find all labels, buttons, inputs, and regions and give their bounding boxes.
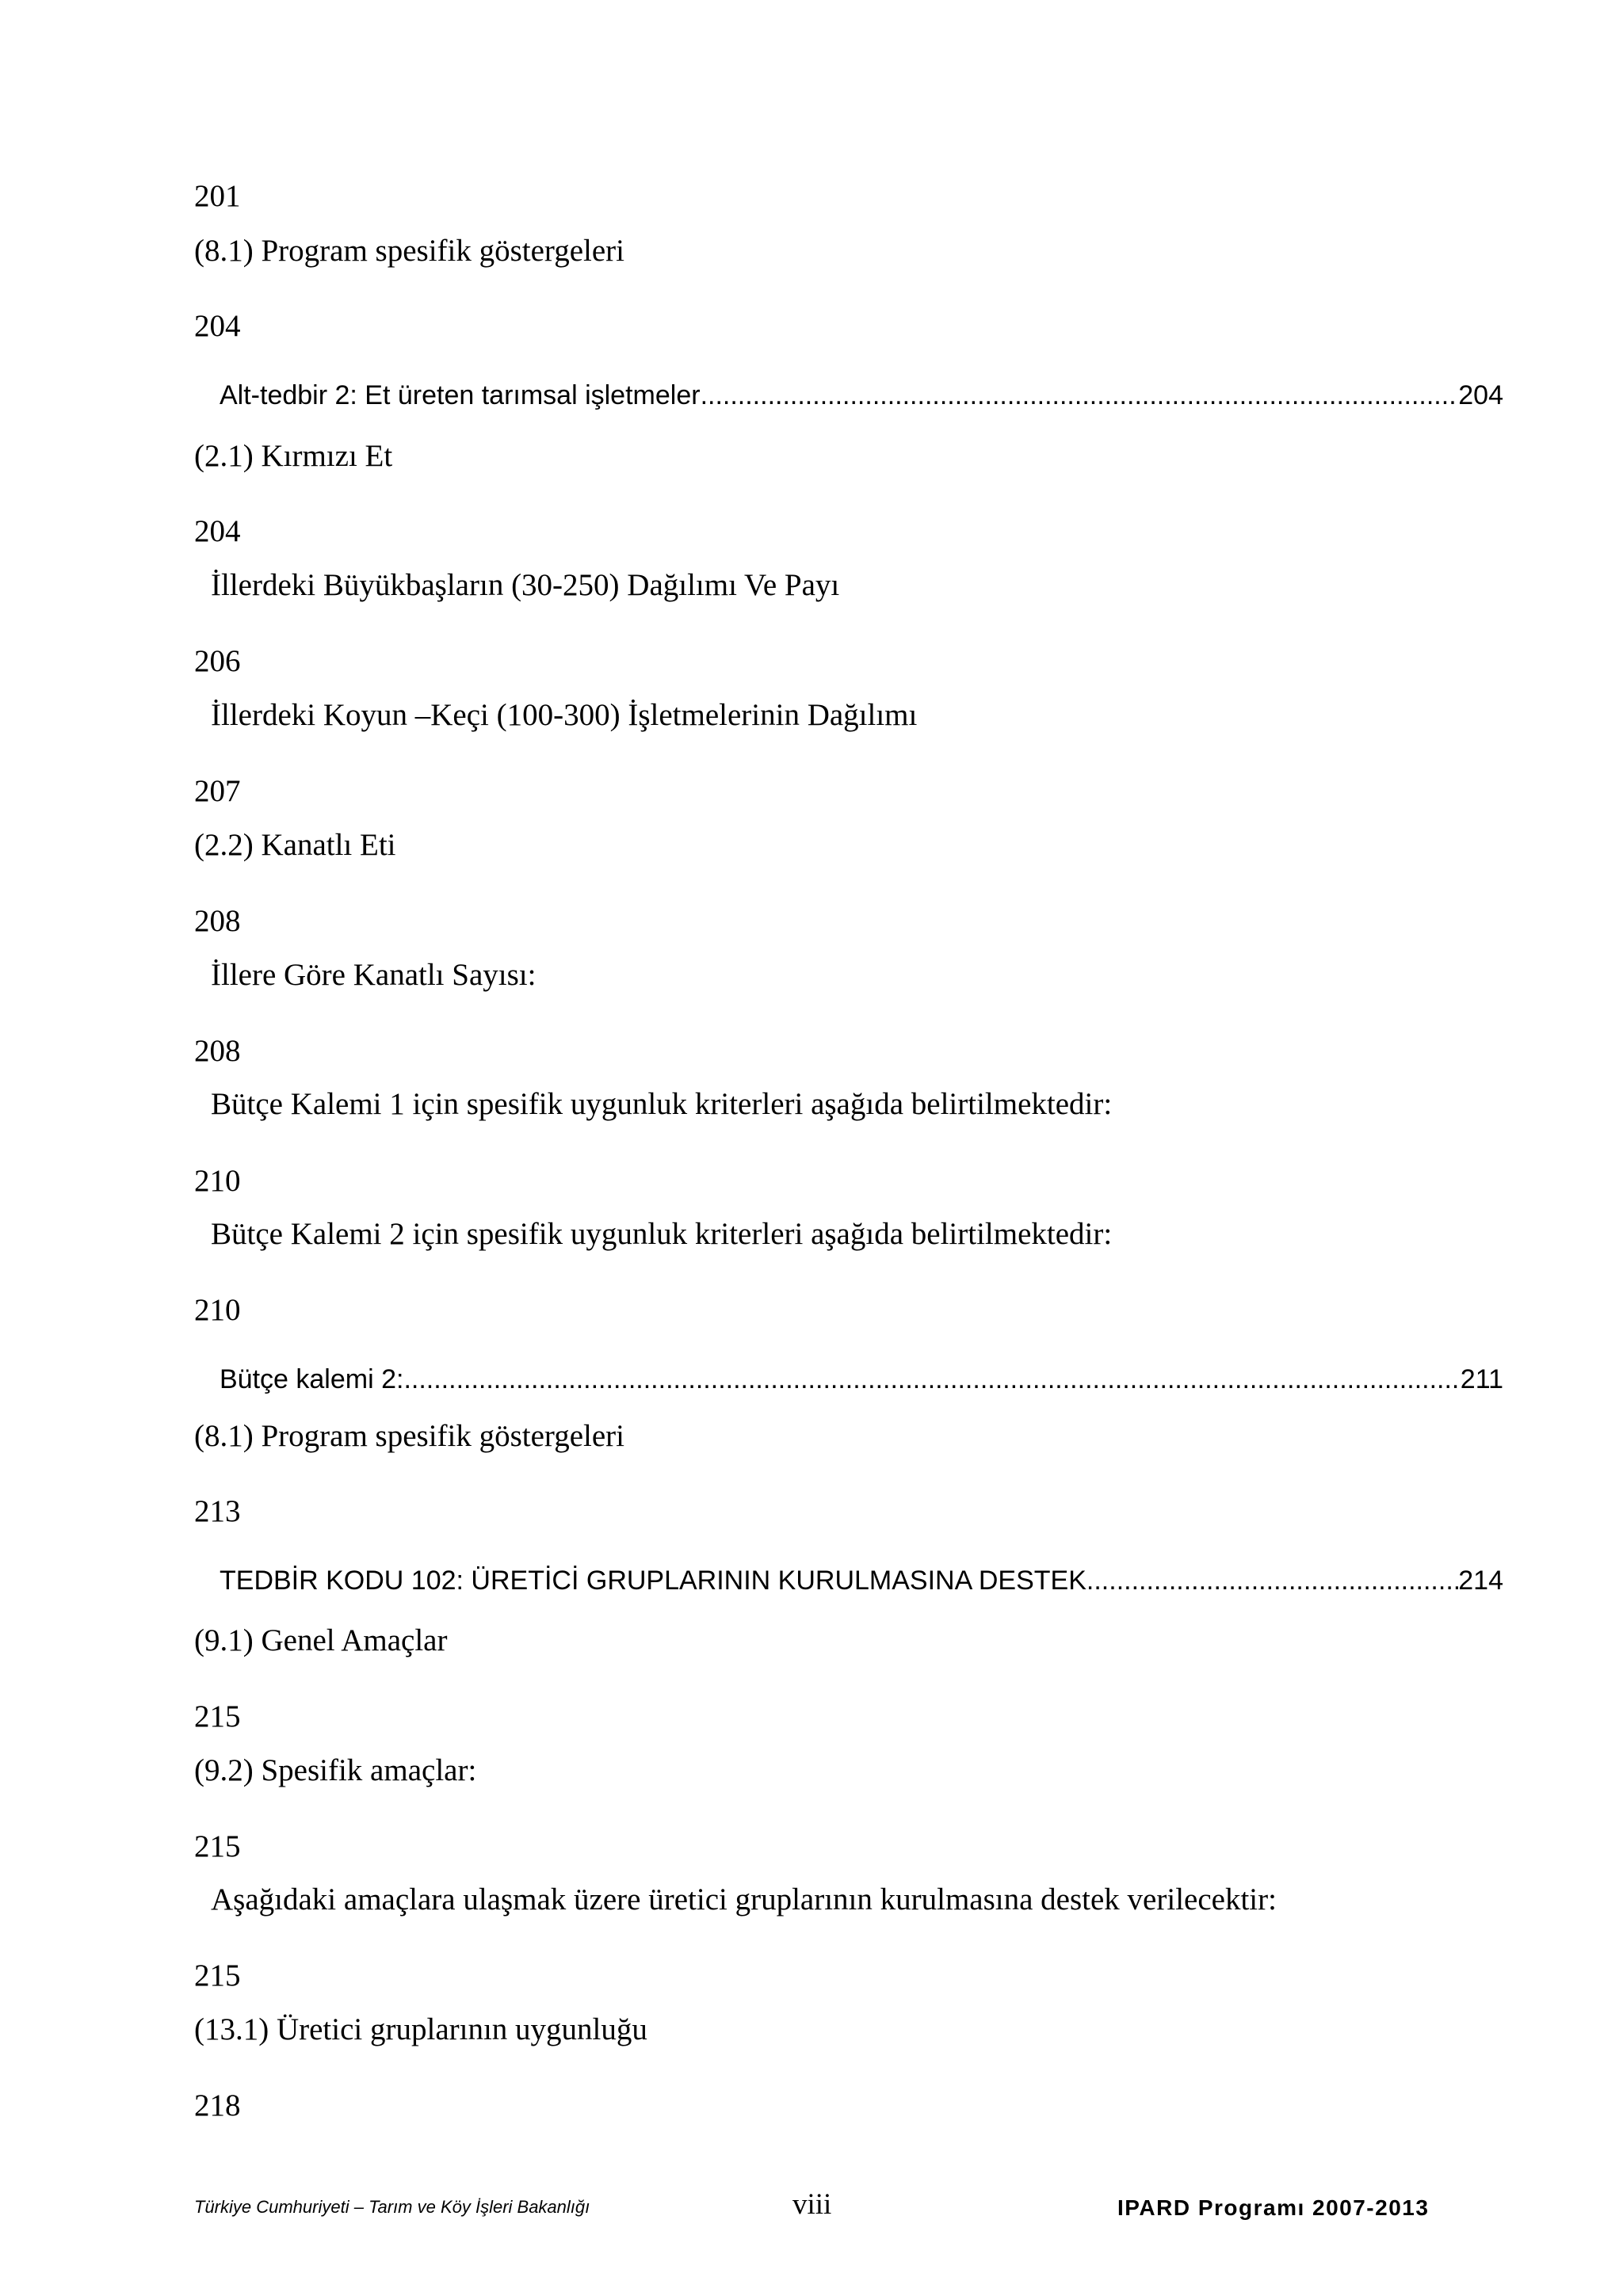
toc-page-number: 215: [194, 1958, 241, 1993]
toc-page-number: 208: [194, 1034, 241, 1068]
toc-page-number: 210: [194, 1164, 241, 1198]
toc-page-number: 204: [194, 309, 241, 343]
toc-entry-koyun-keci-dagilimi[interactable]: İllerdeki Koyun –Keçi (100-300) İşletmelerinin Dağılımı: [211, 698, 918, 732]
toc-entry-2-2-kanatli-eti[interactable]: (2.2) Kanatlı Eti: [194, 828, 396, 862]
toc-page-number: 218: [194, 2088, 241, 2122]
toc-page-number: 208: [194, 904, 241, 938]
toc-entry-butce-kalemi-2[interactable]: [220, 1366, 1503, 1393]
toc-entry-kanatli-sayisi[interactable]: İllere Göre Kanatlı Sayısı:: [211, 958, 537, 992]
toc-entry-2-1-kirmizi-et[interactable]: (2.1) Kırmızı Et: [194, 439, 393, 473]
toc-entry-page: 214: [1458, 1566, 1503, 1596]
toc-entry-alt-tedbir-2[interactable]: [220, 382, 1503, 409]
toc-entry-9-2-spesifik-amaclar[interactable]: (9.2) Spesifik amaçlar:: [194, 1753, 477, 1787]
dot-leader: [1086, 1567, 1458, 1594]
toc-entry-9-1-genel-amaclar[interactable]: (9.1) Genel Amaçlar: [194, 1623, 448, 1657]
toc-entry-text: TEDBİR KODU 102: ÜRETİCİ GRUPLARININ KURULMASINA DESTEK: [220, 1566, 1086, 1596]
toc-page-number: 201: [194, 179, 241, 213]
footer-ministry: Türkiye Cumhuriyeti – Tarım ve Köy İşleri Bakanlığı: [194, 2197, 590, 2217]
toc-entry-text: Alt-tedbir 2: Et üreten tarımsal işletmeler: [220, 380, 701, 410]
footer-program-title: IPARD Programı 2007-2013: [1117, 2195, 1430, 2220]
toc-entry-8-1-program-gostergeleri-2[interactable]: (8.1) Program spesifik göstergeleri: [194, 1419, 624, 1453]
toc-entry-page: 211: [1460, 1364, 1503, 1394]
toc-page-number: 215: [194, 1829, 241, 1863]
dot-leader: [403, 1366, 1460, 1393]
toc-page-number: 204: [194, 514, 241, 548]
toc-entry-tedbir-kodu-102[interactable]: [220, 1567, 1503, 1594]
toc-entry-butce-kalemi-2-kriterler[interactable]: Bütçe Kalemi 2 için spesifik uygunluk kriterleri aşağıda belirtilmektedir:: [211, 1217, 1113, 1251]
toc-entry-8-1-program-gostergeleri[interactable]: (8.1) Program spesifik göstergeleri: [194, 234, 624, 268]
toc-page-number: 207: [194, 774, 241, 808]
toc-entry-text: Bütçe kalemi 2:: [220, 1364, 404, 1394]
toc-page-number: 210: [194, 1293, 241, 1327]
toc-entry-page: 204: [1458, 380, 1503, 410]
toc-entry-butce-kalemi-1-kriterler[interactable]: Bütçe Kalemi 1 için spesifik uygunluk kriterleri aşağıda belirtilmektedir:: [211, 1087, 1113, 1121]
toc-entry-buyukbas-dagilimi[interactable]: İllerdeki Büyükbaşların (30-250) Dağılımı Ve Payı: [211, 568, 840, 602]
dot-leader: [701, 382, 1459, 409]
toc-page-number: 206: [194, 644, 241, 678]
footer-page-number: viii: [792, 2188, 832, 2221]
toc-entry-13-1-uretici-gruplari[interactable]: (13.1) Üretici gruplarının uygunluğu: [194, 2012, 647, 2046]
toc-page-number: 213: [194, 1494, 241, 1528]
toc-page-number: 215: [194, 1699, 241, 1733]
toc-entry-asagidaki-amaclar[interactable]: Aşağıdaki amaçlara ulaşmak üzere üretici gruplarının kurulmasına destek verilecektir:: [211, 1882, 1277, 1917]
